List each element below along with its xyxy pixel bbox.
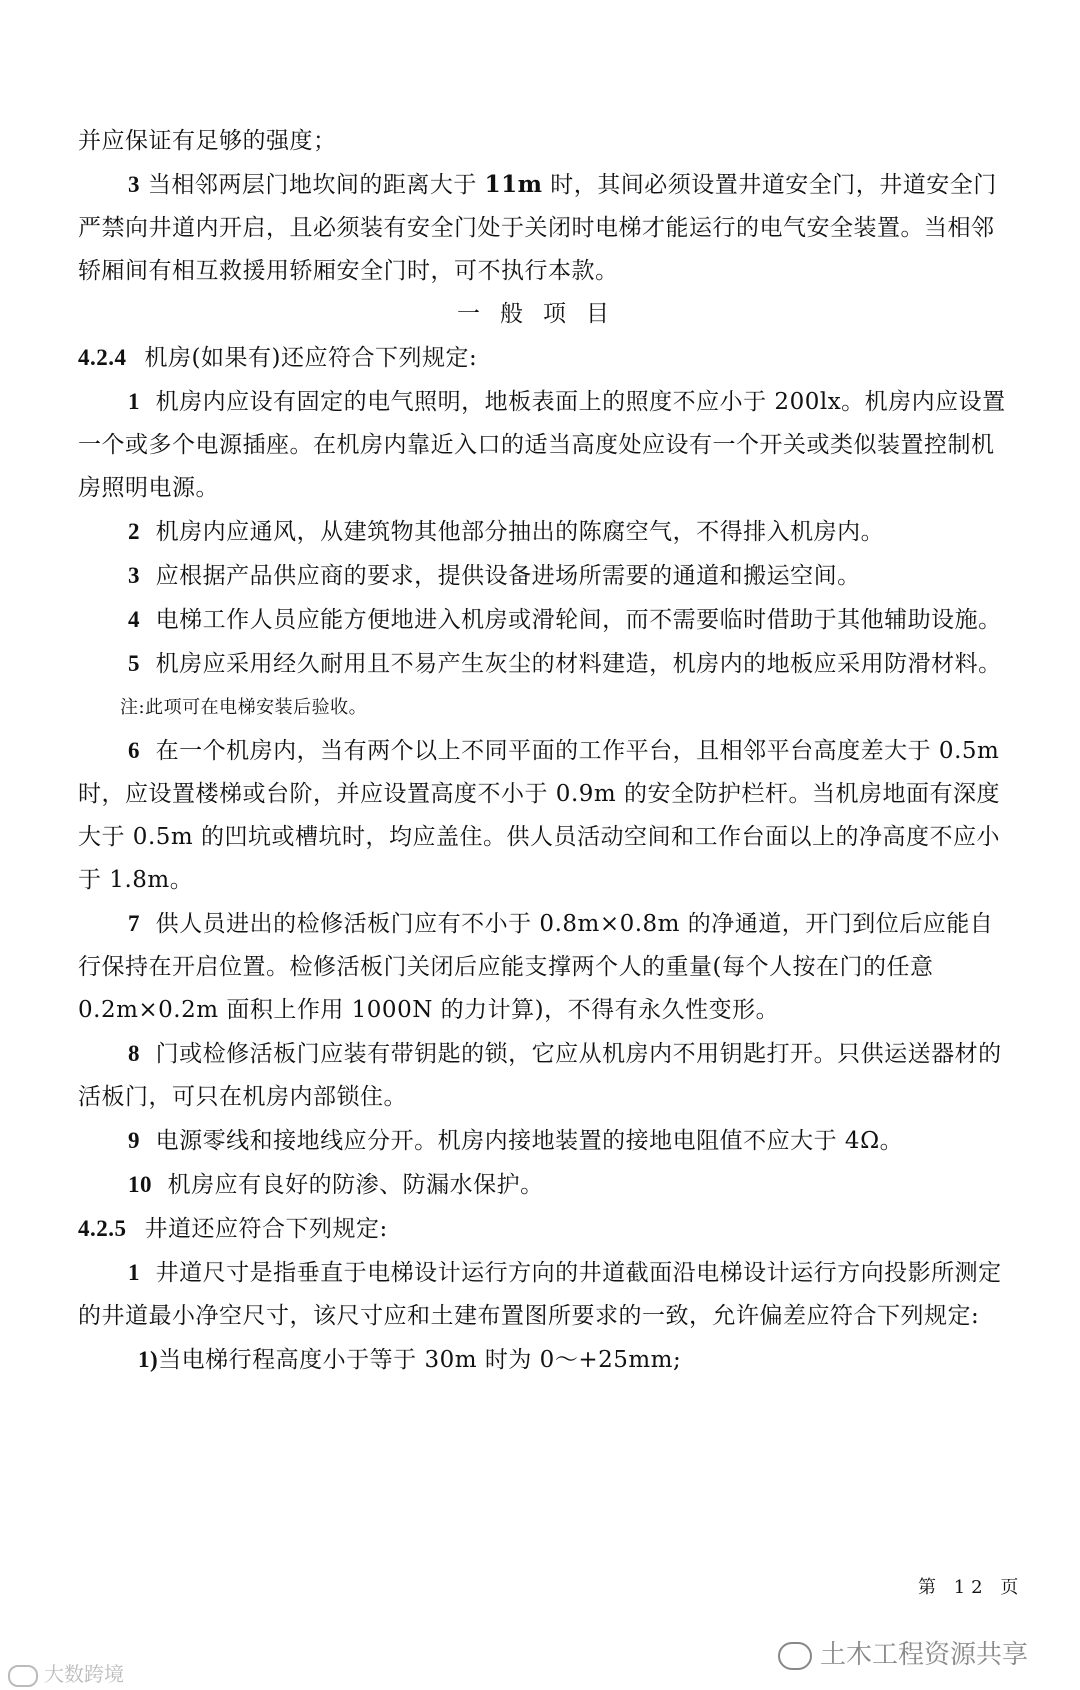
- clause-title: 机房(如果有)还应符合下列规定:: [144, 345, 478, 371]
- item-number: 4: [128, 607, 140, 632]
- item-text: 供人员进出的检修活板门应有不小于 0.8m×0.8m 的净通道，开门到位后应能自行保持在开启位置。检修活板门关闭后应能支撑两个人的重量(每个人按在门的任意 0.2m×0.2m 面积上作用 1000N 的力计算)，不得有永久性变形。: [78, 911, 994, 1023]
- item-8: [78, 1032, 1008, 1119]
- wechat-icon: [778, 1642, 812, 1670]
- watermark-right-text: 土木工程资源共享: [820, 1640, 1029, 1670]
- item-text: 电梯工作人员应能方便地进入机房或滑轮间，而不需要临时借助于其他辅助设施。: [155, 607, 1002, 633]
- item-text: 在一个机房内，当有两个以上不同平面的工作平台，且相邻平台高度差大于 0.5m 时，应设置楼梯或台阶，并应设置高度不小于 0.9m 的安全防护栏杆。当机房地面有深度大于 0.5m 的凹坑或槽坑时，均应盖住。供人员活动空间和工作台面以上的净高度不应小于 1.8m。: [78, 738, 1001, 893]
- item-number: 3: [128, 172, 140, 197]
- document-body: [78, 120, 1008, 1382]
- item-number: 5: [128, 651, 140, 676]
- item-3-paragraph: [78, 163, 1008, 293]
- item-number: 10: [128, 1172, 152, 1197]
- clause-4-2-5: [78, 1207, 1008, 1251]
- clause-4-2-4: [78, 336, 1008, 380]
- item-text: 电源零线和接地线应分开。机房内接地装置的接地电阻值不应大于 4Ω。: [155, 1128, 904, 1154]
- watermark-left: [8, 1658, 124, 1687]
- item-9: [78, 1119, 1008, 1163]
- sub-item-1: [78, 1338, 1008, 1382]
- item-1: [78, 380, 1008, 510]
- paragraph-continuation: 并应保证有足够的强度；: [78, 128, 337, 154]
- item-number: 7: [128, 911, 140, 936]
- item-number: 8: [128, 1041, 140, 1066]
- item-number: 1: [128, 1260, 140, 1285]
- item-text: 机房内应设有固定的电气照明，地板表面上的照度不应小于 200lx。机房内应设置一个或多个电源插座。在机房内靠近入口的适当高度处应设有一个开关或类似装置控制机房照明电源。: [78, 389, 1006, 501]
- item-text: 井道尺寸是指垂直于电梯设计运行方向的井道截面沿电梯设计运行方向投影所测定的井道最小净空尺寸，该尺寸应和土建布置图所要求的一致，允许偏差应符合下列规定:: [78, 1260, 1002, 1329]
- page-number: 第 12 页: [918, 1577, 1025, 1598]
- item-5: [78, 642, 1008, 686]
- item-text: 机房内应通风，从建筑物其他部分抽出的陈腐空气，不得排入机房内。: [155, 519, 885, 545]
- note: 注:此项可在电梯安装后验收。: [120, 697, 368, 718]
- item-number: 2: [128, 519, 140, 544]
- sub-item-text: 当电梯行程高度小于等于 30m 时为 0～+25mm;: [158, 1347, 682, 1373]
- item-425-1: [78, 1251, 1008, 1338]
- brand-logo-icon: [8, 1665, 38, 1687]
- item-7: [78, 902, 1008, 1032]
- item-text: 门或检修活板门应装有带钥匙的锁，它应从机房内不用钥匙打开。只供运送器材的活板门，可只在机房内部锁住。: [78, 1041, 1002, 1110]
- item-bold-value: 11m: [484, 171, 543, 198]
- item-text: 应根据产品供应商的要求，提供设备进场所需要的通道和搬运空间。: [155, 563, 861, 589]
- watermark-right: [778, 1634, 1028, 1671]
- sub-item-number: 1): [138, 1347, 159, 1372]
- watermark-footer: [0, 1630, 1080, 1690]
- item-text: 机房应有良好的防渗、防漏水保护。: [167, 1172, 544, 1198]
- item-text: 当相邻两层门地坎间的距离大于: [147, 172, 485, 198]
- section-heading: 一般项目: [457, 301, 629, 327]
- item-text: 机房应采用经久耐用且不易产生灰尘的材料建造，机房内的地板应采用防滑材料。: [155, 651, 1002, 677]
- item-2: [78, 510, 1008, 554]
- clause-number: 4.2.4: [78, 345, 127, 370]
- item-3: [78, 554, 1008, 598]
- item-4: [78, 598, 1008, 642]
- item-10: [78, 1163, 1008, 1207]
- item-number: 9: [128, 1128, 140, 1153]
- item-number: 1: [128, 389, 140, 414]
- item-6: [78, 729, 1008, 902]
- item-number: 3: [128, 563, 140, 588]
- item-number: 6: [128, 738, 140, 763]
- watermark-left-text: 大数跨境: [44, 1662, 124, 1686]
- clause-title: 井道还应符合下列规定:: [144, 1216, 388, 1242]
- item-text: 时，其间必须设置井道安全门，井道安全门严禁向井道内开启，且必须装有安全门处于关闭时电梯才能运行的电气安全装置。当相邻轿厢间有相互救援用轿厢安全门时，可不执行本款。: [78, 172, 997, 284]
- clause-number: 4.2.5: [78, 1216, 127, 1241]
